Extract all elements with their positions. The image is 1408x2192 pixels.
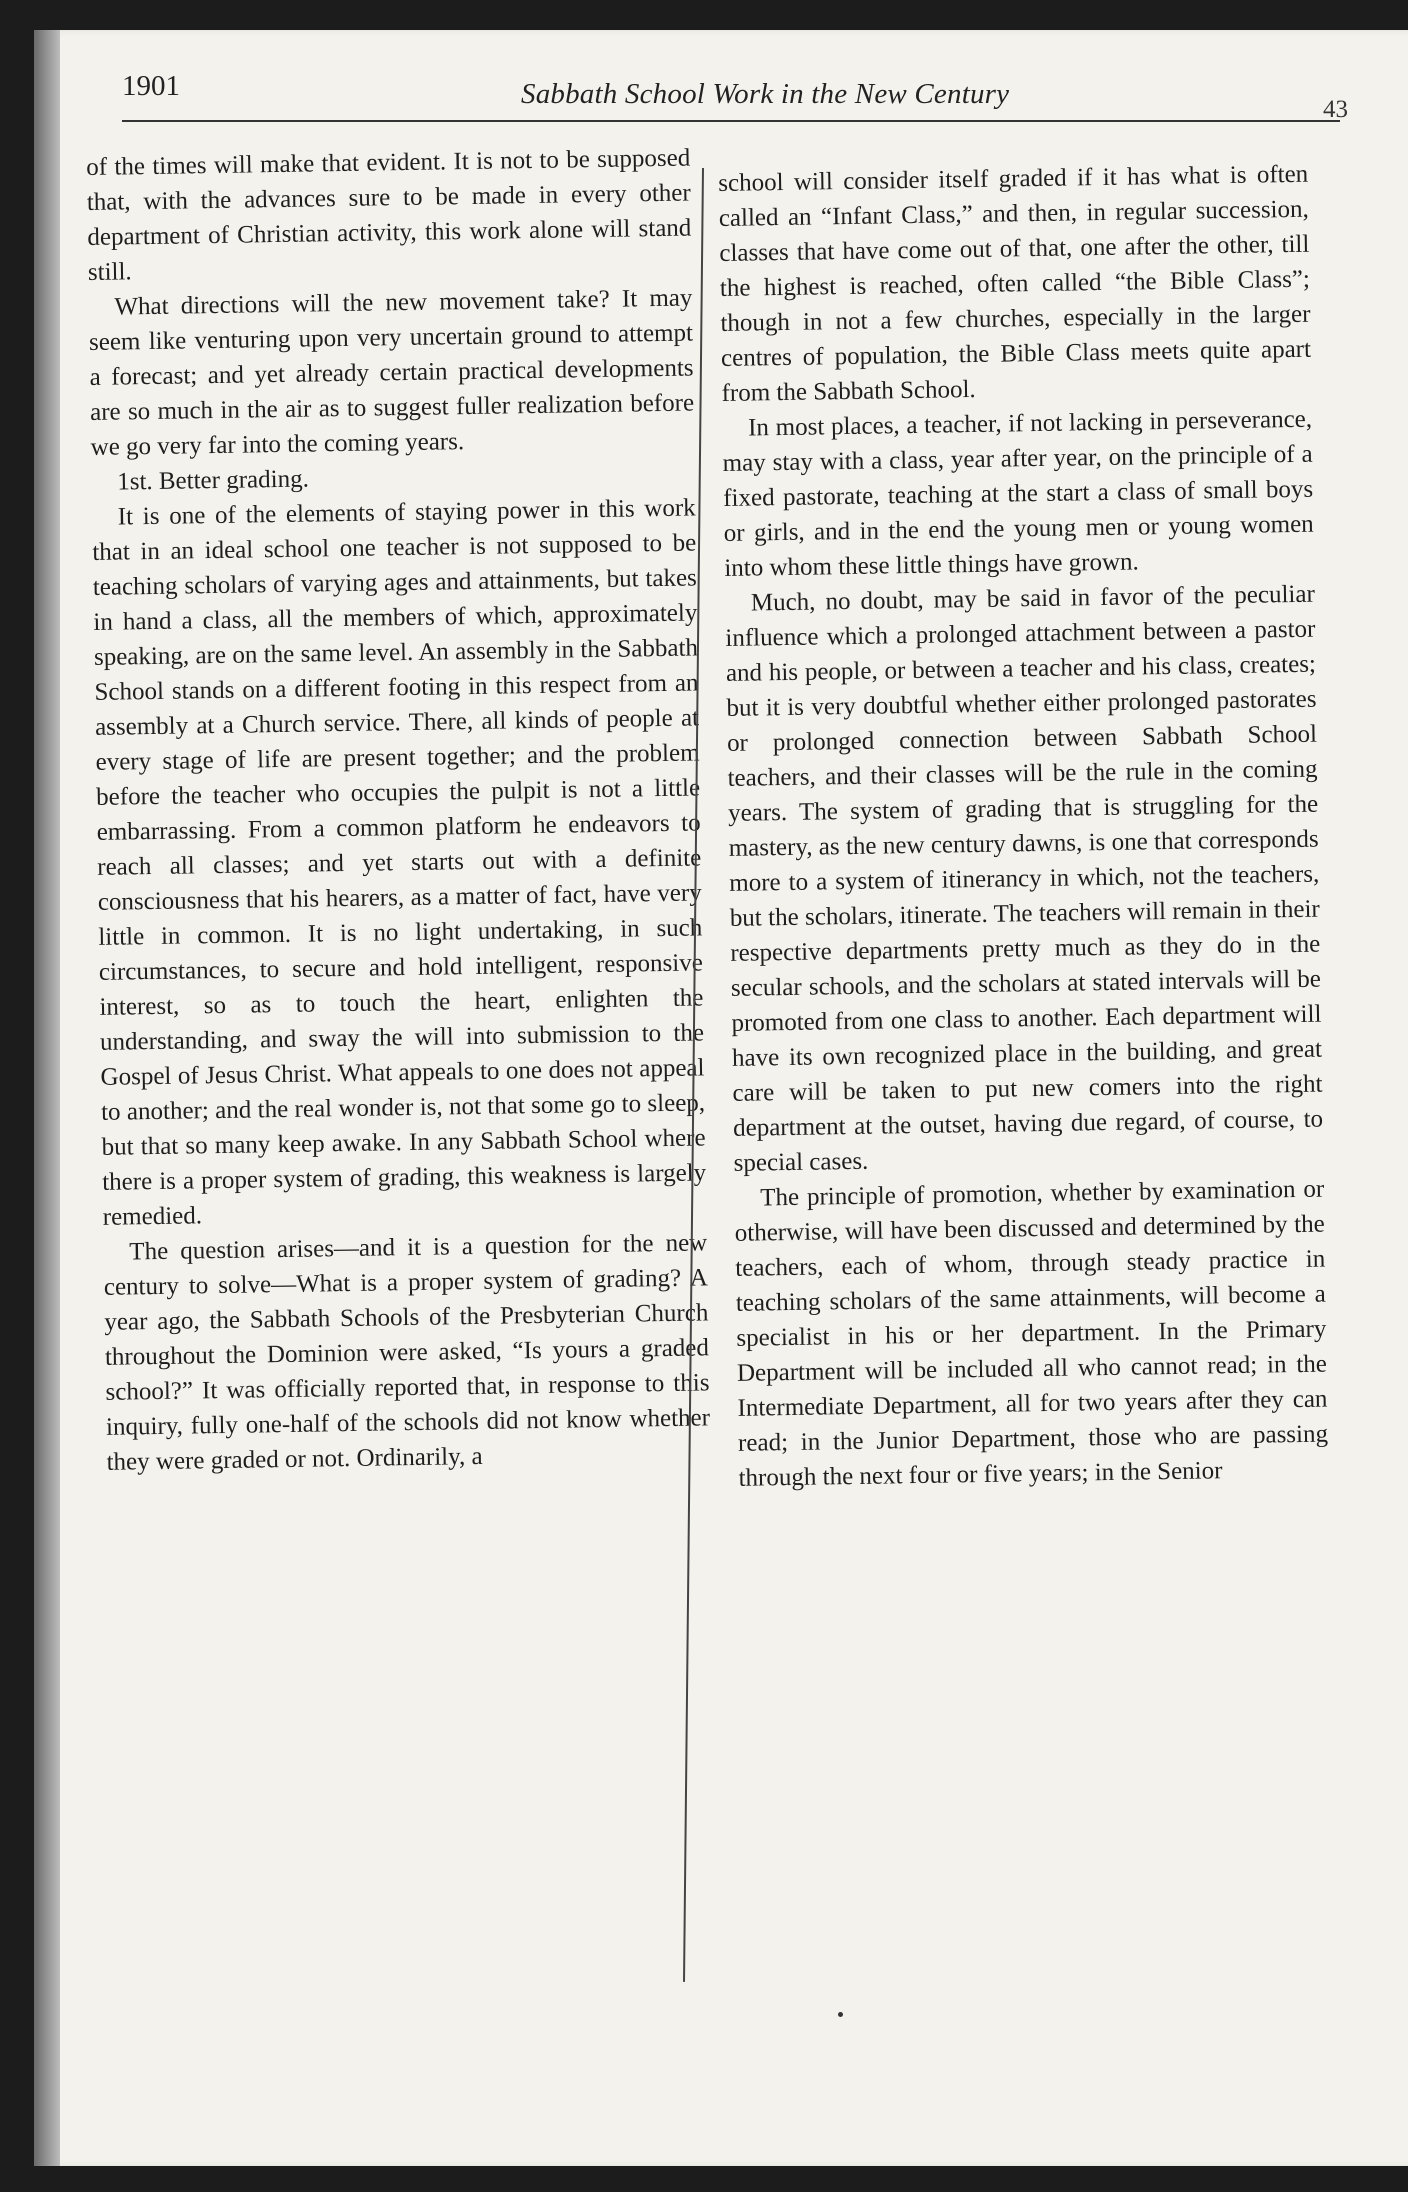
- subheading: 1st. Better grading.: [117, 465, 310, 496]
- left-column: [86, 141, 711, 1480]
- running-title: Sabbath School Work in the New Century: [521, 78, 1010, 110]
- paragraph: What directions will the new movement take? It may seem like venturing upon very uncertain ground to attempt a forecast; and yet already certain practical developments are so much in the air as to suggest fuller realization before we go very far into the coming years.: [88, 284, 695, 461]
- paragraph: Much, no doubt, may be said in favor of the peculiar influence which a prolonged attachment between a pastor and his people, or between a teacher and his class, creates; but it is very doubtful whether either prolonged pastorates or prolonged connection between Sabbath School teachers, and their classes will be the rule in the coming years. The system of grading that is struggling for the mastery, as the new century dawns, is one that corresponds more to a system of itinerancy in which, not the teachers, but the scholars, itinerate. The teachers will remain in their respective departments pretty much as they do in the secular schools, and the scholars at stated intervals will be promoted from one class to another. Each department will have its own recognized place in the building, and great care will be taken to put new comers into the right department at the outset, having due regard, of course, to special cases.: [725, 580, 1324, 1177]
- paragraph: In most places, a teacher, if not lacking in perseverance, may stay with a class, year after year, on the principle of a fixed pastorate, teaching at the start a class of small boys or girls, and in the end the young men or young women into whom these little things have grown.: [722, 405, 1314, 582]
- ink-mark: [838, 2012, 843, 2017]
- paragraph: It is one of the elements of staying power in this work that in an ideal school one teacher is not supposed to be teaching scholars of varying ages and attainments, but takes in hand a class, all the members of which, approximately speaking, are on the same level. An assembly in the Sabbath School stands on a different footing in this respect from an assembly at a Church service. There, all kinds of people at every stage of life are present together; and the problem before the teacher who occupies the pulpit is not a little embarrassing. From a common platform he endeavors to reach all classes; and yet starts out with a definite consciousness that his hearers, as a matter of fact, have very little in common. It is no light undertaking, in such circumstances, to secure and hold intelligent, responsive interest, so as to touch the heart, enlighten the understanding, and sway the will into submission to the Gospel of Jesus Christ. What appeals to one does not appeal to another; and the real wonder is, not that some go to sleep, but that so many keep awake. In any Sabbath School where there is a proper system of grading, this weakness is largely remedied.: [92, 494, 707, 1231]
- page-header: [86, 70, 1348, 150]
- paragraph: of the times will make that evident. It is not to be supposed that, with the advances sure to be made in every other department of Christian activity, this work alone will stand still.: [86, 144, 692, 286]
- paragraph: The question arises—and it is a question for the new century to solve—What is a proper system of grading? A year ago, the Sabbath Schools of the Presbyterian Church throughout the Dominion were asked, “Is yours a graded school?” It was officially reported that, in response to this inquiry, fully one-half of the schools did not know whether they were graded or not. Ordinarily, a: [103, 1229, 711, 1476]
- paragraph: The principle of promotion, whether by examination or otherwise, will have been discussed and determined by the teachers, each of whom, through steady practice in teaching scholars of the same attainments, will become a specialist in his or her department. In the Primary Department will be included all who cannot read; in the Intermediate Department, all for two years after they can read; in the Junior Department, those who are passing through the next four or five years; in the Senior: [734, 1175, 1329, 1492]
- page-number: 43: [1323, 96, 1348, 123]
- header-rule: [122, 120, 1340, 122]
- right-column: [718, 157, 1329, 1496]
- scan-edge: [34, 30, 60, 2166]
- paragraph: school will consider itself graded if it has what is often called an “Infant Class,” and then, in regular succession, classes that have come out of that, one after the other, till the highest is reached, often called “the Bible Class”; though in not a few churches, especially in the larger centres of population, the Bible Class meets quite apart from the Sabbath School.: [718, 160, 1312, 407]
- header-year: 1901: [122, 70, 180, 102]
